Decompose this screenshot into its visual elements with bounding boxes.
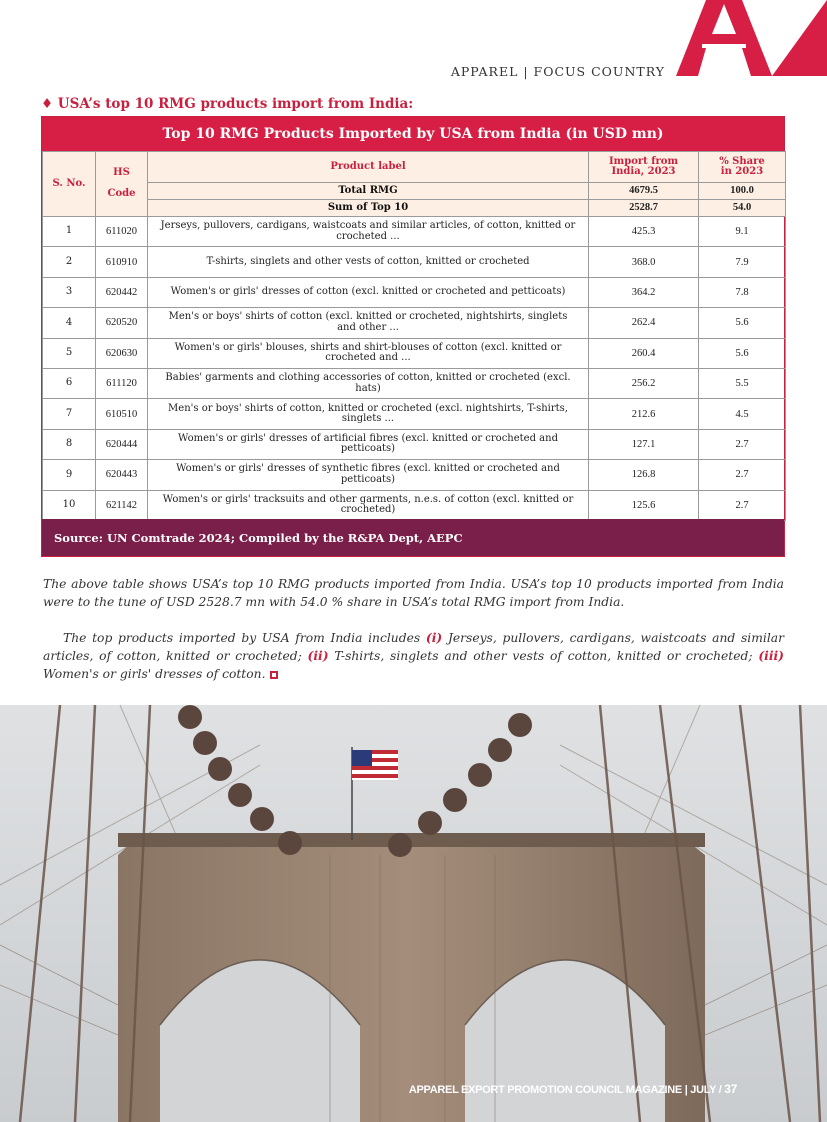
row-import: 262.4 — [589, 308, 699, 338]
row-share: 2.7 — [699, 460, 786, 490]
footer-magazine-name: APPAREL EXPORT PROMOTION COUNCIL MAGAZINE | JULY / — [408, 1084, 722, 1096]
row-sno: 1 — [43, 217, 96, 247]
row-sno: 9 — [43, 460, 96, 490]
table-row — [43, 338, 786, 368]
row-product: Women's or girls' dresses of cotton (excl. knitted or crocheted and petticoats) — [148, 277, 589, 307]
table-row — [43, 490, 786, 520]
table-row — [43, 399, 786, 429]
row-share: 5.5 — [699, 368, 786, 398]
row-hs-code: 620442 — [96, 277, 148, 307]
row-product: Women's or girls' tracksuits and other garments, n.e.s. of cotton (excl. knitted or crocheted) — [148, 490, 589, 520]
rmg-table-panel — [41, 116, 785, 557]
section-label: APPAREL | FOCUS COUNTRY — [450, 64, 665, 79]
row-import: 368.0 — [589, 247, 699, 277]
item-text: Women's or girls' dresses of cotton. — [43, 667, 266, 681]
row-import: 256.2 — [589, 368, 699, 398]
row-product: Men's or boys' shirts of cotton (excl. knitted or crocheted, nightshirts, singlets and other ... — [148, 308, 589, 338]
row-product: Women's or girls' dresses of synthetic fibres (excl. knitted or crocheted and petticoats) — [148, 460, 589, 490]
col-header-import: Import from India, 2023 — [589, 152, 699, 183]
row-sno: 2 — [43, 247, 96, 277]
page-footer — [409, 1082, 737, 1096]
row-import: 127.1 — [589, 429, 699, 459]
table-row — [43, 368, 786, 398]
row-share: 9.1 — [699, 217, 786, 247]
row-product: Women's or girls' blouses, shirts and shirt-blouses of cotton (excl. knitted or crocheted and ... — [148, 338, 589, 368]
row-product: Men's or boys' shirts of cotton, knitted or crocheted (excl. nightshirts, T-shirts, singlets ... — [148, 399, 589, 429]
item-marker: (ii) — [307, 648, 329, 663]
para-intro: The top products imported by USA from India includes — [63, 631, 421, 645]
col-header-sno: S. No. — [43, 152, 96, 217]
summary-paragraph: The above table shows USA’s top 10 RMG products imported from India. USA’s top 10 products imported from India were to the tune of USD 2528.7 mn with 54.0 % share in USA’s total RMG import from India. — [43, 577, 784, 609]
row-sno: 7 — [43, 399, 96, 429]
row-import: 425.3 — [589, 217, 699, 247]
table-row — [43, 217, 786, 247]
page-number: 37 — [724, 1082, 737, 1096]
item-text: Jerseys, pullovers, cardigans, waistcoats and similar articles, of cotton, knitted or crocheted; — [43, 631, 784, 663]
col-header-product: Product label — [148, 152, 589, 183]
row-product: Babies' garments and clothing accessories of cotton, knitted or crocheted (excl. hats) — [148, 368, 589, 398]
row-share: 5.6 — [699, 308, 786, 338]
section-heading: ♦ USA’s top 10 RMG products import from India: — [41, 96, 414, 112]
table-row — [43, 429, 786, 459]
row-share: 7.9 — [699, 247, 786, 277]
row-import: 212.6 — [589, 399, 699, 429]
table-row — [43, 247, 786, 277]
col-header-share: % Share in 2023 — [699, 152, 786, 183]
row-hs-code: 610510 — [96, 399, 148, 429]
row-product: T-shirts, singlets and other vests of cotton, knitted or crocheted — [148, 247, 589, 277]
row-share: 5.6 — [699, 338, 786, 368]
table-row — [43, 308, 786, 338]
row-sno: 8 — [43, 429, 96, 459]
row-hs-code: 621142 — [96, 490, 148, 520]
top-products-paragraph — [43, 629, 784, 683]
total-rmg-import: 4679.5 — [589, 183, 699, 200]
table-source-note: Source: UN Comtrade 2024; Compiled by the R&PA Dept, AEPC — [42, 519, 784, 556]
brooklyn-bridge-photo — [0, 705, 827, 1122]
row-sno: 3 — [43, 277, 96, 307]
row-hs-code: 611020 — [96, 217, 148, 247]
row-hs-code: 620630 — [96, 338, 148, 368]
row-sno: 4 — [43, 308, 96, 338]
sum-top10-share: 54.0 — [699, 200, 786, 217]
table-title: Top 10 RMG Products Imported by USA from India (in USD mn) — [42, 117, 784, 151]
total-rmg-label: Total RMG — [148, 183, 589, 200]
row-hs-code: 611120 — [96, 368, 148, 398]
col-header-hs: HS Code — [96, 152, 148, 217]
row-hs-code: 620443 — [96, 460, 148, 490]
row-share: 4.5 — [699, 399, 786, 429]
row-hs-code: 620444 — [96, 429, 148, 459]
end-of-article-icon — [270, 671, 278, 679]
item-text: T-shirts, singlets and other vests of cotton, knitted or crocheted; — [334, 649, 753, 663]
row-import: 364.2 — [589, 277, 699, 307]
row-hs-code: 620520 — [96, 308, 148, 338]
total-rmg-share: 100.0 — [699, 183, 786, 200]
row-product: Jerseys, pullovers, cardigans, waistcoats and similar articles, of cotton, knitted or crocheted ... — [148, 217, 589, 247]
row-import: 126.8 — [589, 460, 699, 490]
sum-top10-label: Sum of Top 10 — [148, 200, 589, 217]
magazine-logo-a — [676, 0, 827, 76]
table-row — [43, 460, 786, 490]
item-marker: (i) — [425, 630, 443, 645]
sum-top10-import: 2528.7 — [589, 200, 699, 217]
row-import: 125.6 — [589, 490, 699, 520]
row-hs-code: 610910 — [96, 247, 148, 277]
row-sno: 10 — [43, 490, 96, 520]
row-share: 2.7 — [699, 490, 786, 520]
row-share: 2.7 — [699, 429, 786, 459]
row-product: Women's or girls' dresses of artificial fibres (excl. knitted or crocheted and petticoats) — [148, 429, 589, 459]
table-row — [43, 277, 786, 307]
row-sno: 6 — [43, 368, 96, 398]
item-marker: (iii) — [758, 648, 784, 663]
row-import: 260.4 — [589, 338, 699, 368]
rmg-import-table — [42, 151, 786, 521]
row-share: 7.8 — [699, 277, 786, 307]
row-sno: 5 — [43, 338, 96, 368]
